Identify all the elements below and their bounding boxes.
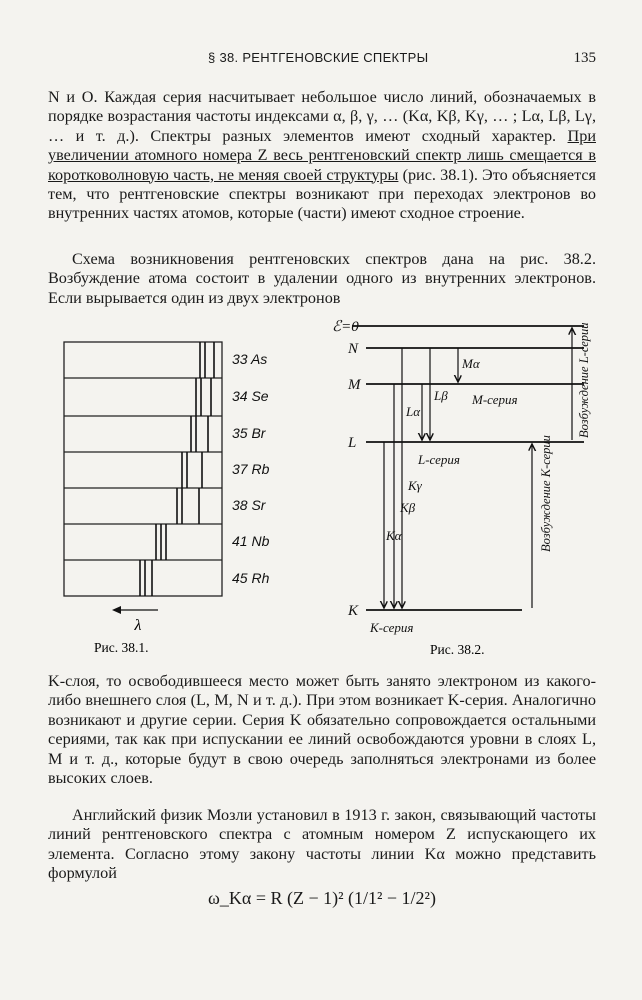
element-label-nb: 41 Nb	[232, 533, 270, 549]
element-label-sr: 38 Sr	[232, 497, 266, 513]
paragraph-3-text: K-слоя, то освободившееся место может быть занято электроном из какого-либо внешнего слоя (L, M, N и т. д.). При этом возникает K-серия. Аналогично возникают и другие серии. Серия K обязательно сопровождается остальными сериями, так как при испускании ее линий освобождаются уровни в слоях L, M и т. д., которые будут в свою очередь заполняться электронами из более высоких слоев.	[48, 672, 596, 788]
level-k-label: K	[348, 603, 359, 619]
paragraph-4-text: Английский физик Мозли установил в 1913 г. закон, связывающий частоты линий рентгеновского спектра с атомным номером Z испускающего их элемента. Согласно этому закону частоты линии Kα можно представить формулой	[48, 806, 596, 883]
paragraph-2-text: Схема возникновения рентгеновских спектров дана на рис. 38.2. Возбуждение атома состоит в удалении одного из внутренних электронов. Если вырывается один из двух электронов	[48, 250, 596, 307]
lambda-label: λ	[134, 617, 142, 634]
figure-38-1	[54, 330, 294, 660]
k-series-label: K-серия	[370, 620, 414, 635]
m-series-label: M-серия	[472, 392, 518, 407]
paragraph-1	[48, 88, 596, 224]
l-alpha-label: Lα	[406, 404, 421, 419]
paragraph-4	[48, 806, 596, 884]
paragraph-1-underlined: При увеличении атомного номера Z весь рентгеновский спектр лишь смещается в коротковолновую часть, не меняя своей структуры	[48, 126, 596, 184]
paragraph-3	[48, 672, 596, 788]
element-label-rb: 37 Rb	[232, 461, 270, 477]
level-m-label: M	[348, 377, 361, 393]
spectra-frame	[64, 342, 222, 596]
k-beta-label: Kβ	[400, 500, 416, 515]
level-l-label: L	[348, 435, 357, 451]
paragraph-1-text-b: (рис. 38.1). Это объясняется тем, что рентгеновские спектры возникают при переходах электронов во внутренних частях атомов, которые (части) имеют сходное строение.	[48, 165, 596, 223]
element-label-as: 33 As	[232, 351, 268, 367]
page-number: 135	[573, 50, 596, 66]
element-label-rh: 45 Rh	[232, 570, 270, 586]
paragraph-2	[48, 250, 596, 308]
figure-1-caption: Рис. 38.1.	[94, 640, 149, 655]
element-label-se: 34 Se	[232, 388, 269, 404]
running-header	[48, 48, 596, 72]
level-zero-label: ℰ=0	[332, 319, 359, 335]
l-excitation-label: Возбуждение L-серии	[577, 322, 591, 438]
l-series-label: L-серия	[418, 452, 460, 467]
paragraph-1-text-a: N и O. Каждая серия насчитывает небольшое число линий, обозначаемых в порядке возрастания частоты индексами α, β, γ, … (Kα, Kβ, Kγ, … ; Lα, Lβ, Lγ, … и т. д.). Спектры разных элементов имеют сходный характер.	[48, 88, 596, 145]
k-alpha-label: Kα	[386, 528, 402, 543]
section-title: § 38. РЕНТГЕНОВСКИЕ СПЕКТРЫ	[208, 50, 429, 65]
k-excitation-label: Возбуждение K-серии	[539, 435, 553, 552]
l-beta-label: Lβ	[434, 388, 448, 403]
m-alpha-label: Mα	[462, 356, 480, 371]
k-gamma-label: Kγ	[408, 478, 422, 493]
level-n-label: N	[348, 341, 359, 357]
figure-38-2	[322, 312, 610, 662]
element-label-br: 35 Br	[232, 425, 266, 441]
figure-2-caption: Рис. 38.2.	[430, 642, 485, 657]
wavelength-arrow	[112, 606, 158, 634]
moseley-formula: ω_Kα = R (Z − 1)² (1/1² − 1/2²)	[208, 888, 436, 908]
